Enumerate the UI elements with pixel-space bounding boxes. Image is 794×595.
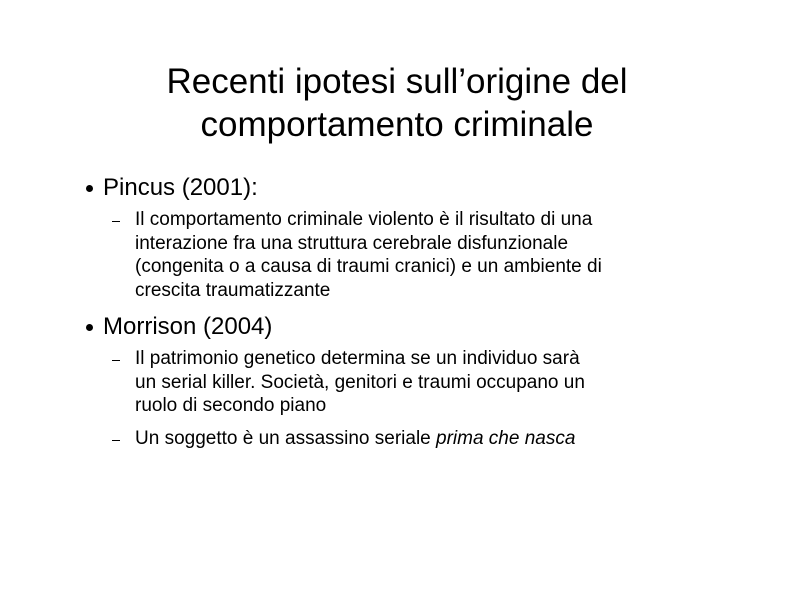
slide-title-line-1: Recenti ipotesi sull’origine del: [166, 62, 628, 101]
subbullet-morrison-1-text: [135, 347, 735, 418]
subbullet-pincus-1-text: [135, 208, 735, 302]
text-line: ruolo di secondo piano: [135, 395, 327, 416]
bullet-pincus-label: Pincus (2001):: [103, 174, 258, 201]
bullet-dot-icon: [86, 185, 93, 192]
slide-title-line-2: comportamento criminale: [200, 105, 594, 144]
dash-bullet-icon: [112, 440, 120, 441]
text-italic: prima che nasca: [436, 428, 576, 449]
dash-bullet-icon: [112, 221, 120, 222]
subbullet-morrison-2-text: [135, 427, 735, 451]
text-line: Il comportamento criminale violento è il risultato di una: [135, 209, 593, 230]
text-line: Il patrimonio genetico determina se un individuo sarà: [135, 348, 580, 369]
slide-title: [60, 60, 734, 146]
text-line: crescita traumatizzante: [135, 279, 331, 301]
text-line: interazione fra una struttura cerebrale disfunzionale: [135, 232, 569, 254]
text-plain: Un soggetto è un assassino seriale: [135, 428, 437, 449]
dash-bullet-icon: [112, 360, 120, 361]
text-line: [135, 427, 735, 451]
text-line: (congenita o a causa di traumi cranici) e un ambiente di: [135, 256, 602, 277]
bullet-morrison-label: Morrison (2004): [103, 313, 273, 340]
text-line: un serial killer. Società, genitori e traumi occupano un: [135, 371, 585, 393]
bullet-dot-icon: [86, 324, 93, 331]
